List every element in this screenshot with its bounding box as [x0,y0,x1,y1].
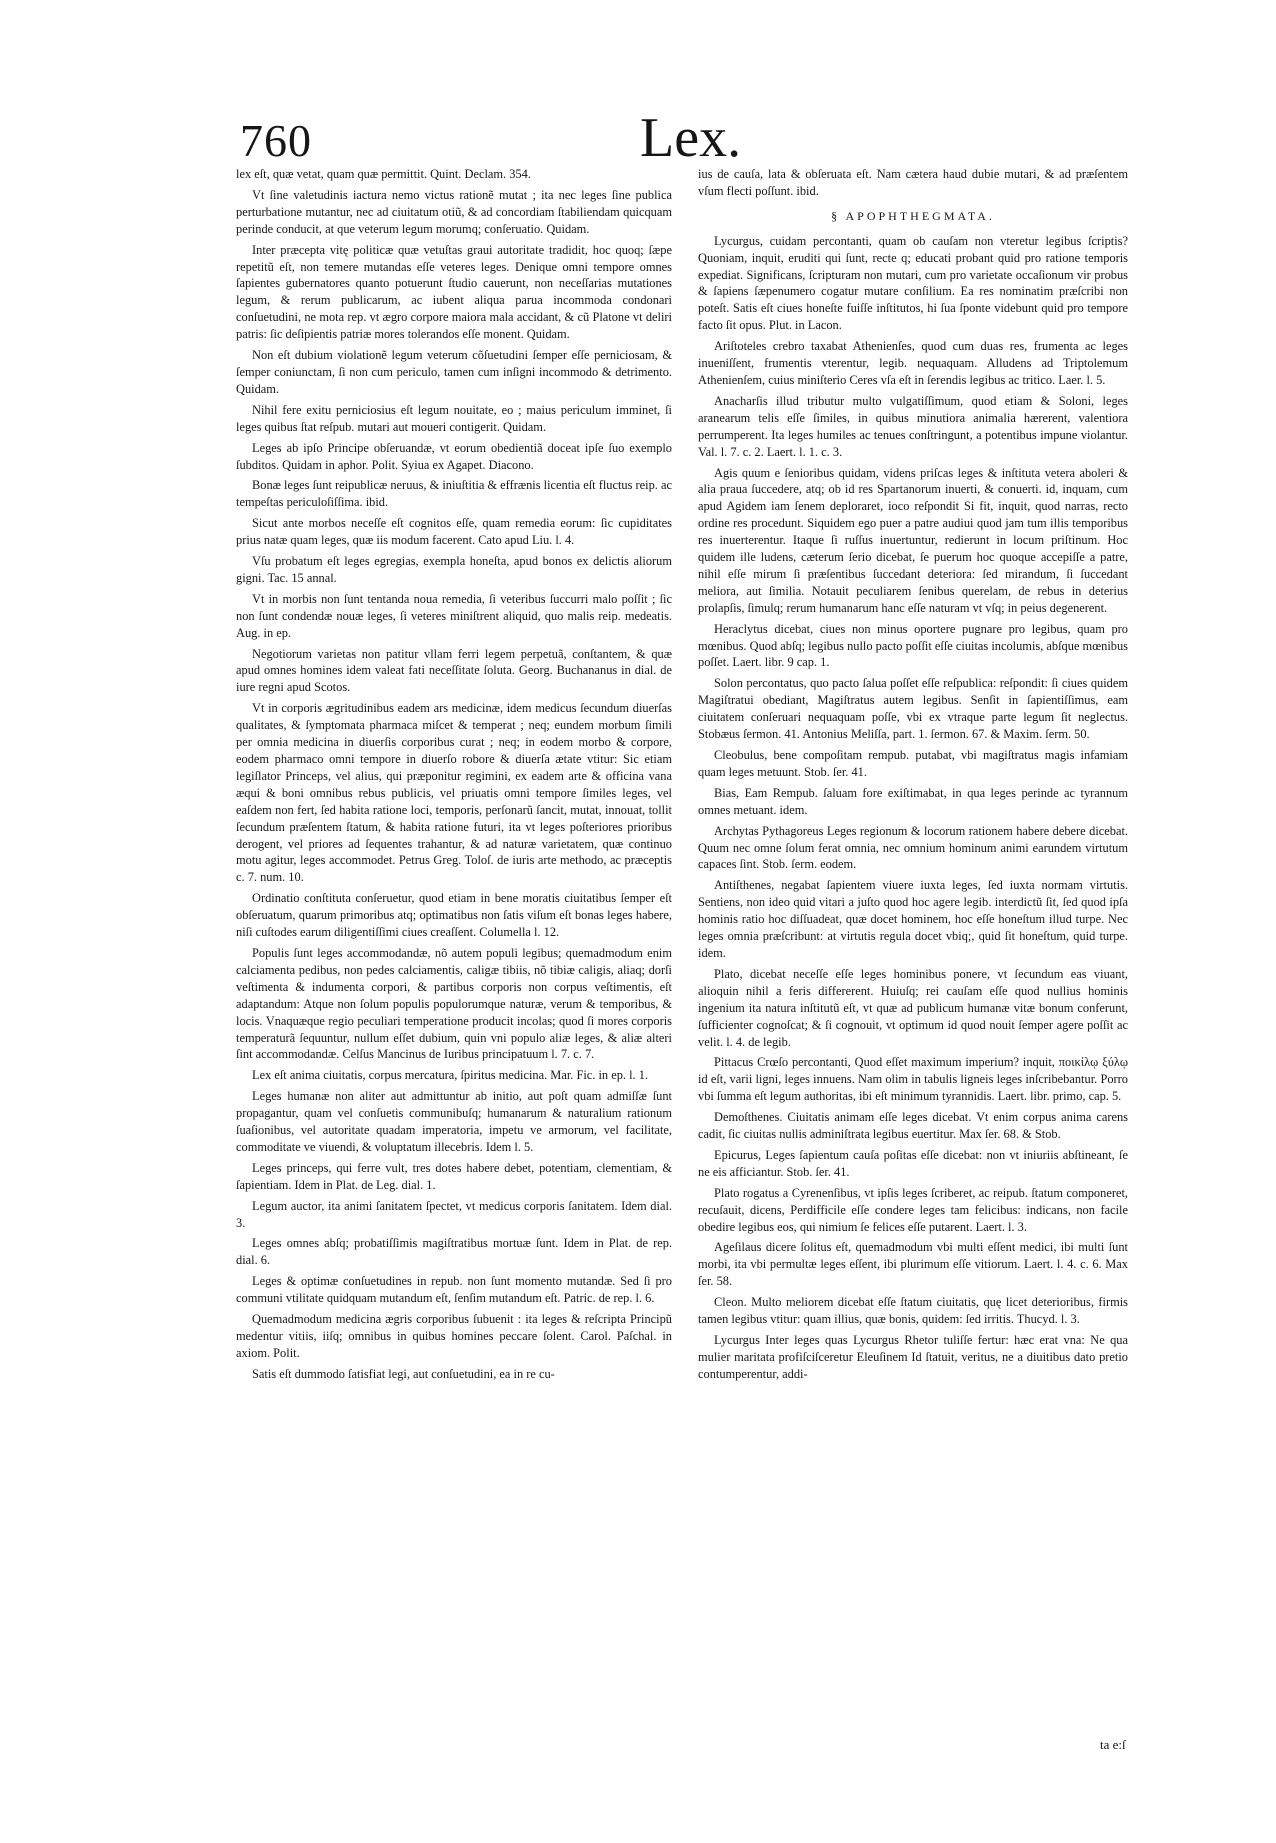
left-paragraph: Leges ab ipſo Principe obſeruandæ, vt eorum obedientiã doceat ipſe ſuo exemplo ſubditos. Quidam in aphor. Polit. Syiua ex Agapet. Diacono. [236,440,672,472]
section-heading: § APOPHTHEGMATA. [831,208,995,223]
left-paragraph: Vt in corporis ægritudinibus eadem ars medicinæ, idem medicus ſecundum diuerſas qualitates, & ſymptomata pharmaca miſcet & temperat ; neq; eundem morbum ſimili per omnia medicina in diuerſis corporibus curat ; neq; in eodem morbo & corpore, eodem pharmaco omni tempore in diuerſo robore & diuerſa ætate vtitur: Sic etiam legiſlator Princeps, vel alius, qui præponitur regimini, ex eadem arte & officina vana æqui & boni omnibus rebus publicis, vel priuatis omni tempore ſimiles leges, vel eaſdem non fert, ſed habita ratione loci, temporis, perſonarũ ſancit, mutat, innouat, tollit ſecundum præſentem ſtatum, & habita ratione futuri, ita vt leges poſteriores prioribus derogent, vel priores ad ſequentes trahantur, & ad naturæ varietatem, quæ continuo motu agitur, leges accommodet. Petrus Greg. Toloſ. de iuris arte methodo, ac præceptis c. 7. num. 10. [236,701,672,885]
left-paragraph: Nihil fere exitu perniciosius eſt legum nouitate, eo ; maius periculum imminet, ſi leges quibus ſtat reſpub. mutari aut moueri contigerit. Quidam. [236,402,672,434]
left-paragraph: Leges & optimæ conſuetudines in repub. non ſunt momento mutandæ. Sed ſi pro communi vtilitate quidquam mutandum eſt, ſenſim mutandum eſt. Patric. de rep. l. 6. [236,1274,672,1306]
running-headword: Lex. [640,107,742,169]
right-paragraph: Demoſthenes. Ciuitatis animam eſſe leges dicebat. Vt enim corpus anima carens cadit, ſic ciuitas nullis adminiſtrata legibus euertitur. Max ſer. 68. & Stob. [698,1110,1128,1142]
left-paragraph: Negotiorum varietas non patitur vllam ferri legem perpetuã, conſtantem, & quæ apud omnes homines idem valeat fati neceſſitate ſoluta. Georg. Buchananus in dial. de iure regni apud Scotos. [236,646,672,695]
left-paragraph: Quemadmodum medicina ægris corporibus ſubuenit : ita leges & reſcripta Principũ medentur vitiis, iiſq; omnibus in quibus homines peccare ſolent. Carol. Paſchal. in axiom. Polit. [236,1312,672,1360]
right-paragraph: Ariſtoteles crebro taxabat Athenienſes, quod cum duas res, frumenta ac leges inueniſſent, frumentis vterentur, legib. nequaquam. Alludens ad Triptolemum Athenienſem, cuius miniſterio Ceres vſa eſt in ſerendis legibus ac tritico. Laer. l. 5. [698,339,1128,387]
left-paragraph: Satis eſt dummodo ſatisfiat legi, aut conſuetudini, ea in re cu- [252,1366,555,1381]
right-paragraph: Lycurgus Inter leges quas Lycurgus Rhetor tuliſſe fertur: hæc erat vna: Ne qua mulier maritata profiſciſceretur Eleuſinem Id ſtatuit, veritus, ne a diuitibus dato pretio contumperentur, addi- [698,1333,1128,1381]
left-paragraph: Leges humanæ non aliter aut admittuntur ab initio, aut poſt quam admiſſæ ſunt propagantur, quam vel conſuetis communibuſq; humanarum & naturalium rationum ſuaſionibus, vel autoritate quadam imperatoria, impetu ve armorum, vel facilitate, commoditate ve viuendi, & voluptatum illecebris. Idem l. 5. [236,1089,672,1154]
left-paragraph: Leges princeps, qui ferre vult, tres dotes habere debet, potentiam, clementiam, & ſapientiam. Idem in Plat. de Leg. dial. 1. [236,1160,672,1192]
right-paragraph: Lycurgus, cuidam percontanti, quam ob cauſam non vteretur legibus ſcriptis? Quoniam, inquit, eruditi qui ſunt, recte q; educati probant quid pro ratione temporis expediat. Significans, ſcripturam non mutari, cum pro varietate occaſionum vir probus & ſapiens ſæpenumero cogatur mutare conſilium. Ea res nominatim præſcribi non poteſt. Satis eſt ciues honeſte fuiſſe inſtitutos, hi ſua ſponte videbunt quid pro tempore facto ſit opus. Plut. in Lacon. [698,233,1128,333]
right-paragraph: Antiſthenes, negabat ſapientem viuere iuxta leges, ſed iuxta normam virtutis. Sentiens, non ideo quid vitari a juſto quod hoc agere legib. interdictũ ſit, ſed quod ipſa hominis ratio hoc diſſuadeat, quæ docet hominem, hoc eſſe honeſtum illud turpe. Nec leges omnia præſcribunt: at virtutis regula docet vbiq;, quid ſit honeſtum, quid turpe. idem. [698,878,1128,960]
page-number: 760 [240,115,312,166]
left-paragraph: Non eſt dubium violationẽ legum veterum cõſuetudini ſemper eſſe perniciosam, & ſemper coniunctam, ſi non cum periculo, tamen cum inſigni incommodo & detrimento. Quidam. [236,348,672,396]
right-paragraph: Ageſilaus dicere ſolitus eſt, quemadmodum vbi multi eſſent medici, ibi multi ſunt morbi, ita vbi permultæ leges eſſent, ibi plurimum eſſe vitiorum. Laert. l. 4. c. 6. Max ſer. 58. [698,1240,1128,1289]
right-paragraph: Bias, Eam Rempub. ſaluam fore exiſtimabat, in qua leges perinde ac tyrannum omnes metuant. idem. [698,785,1128,817]
right-paragraph: Agis quum e ſenioribus quidam, videns priſcas leges & inſtituta vetera aboleri & alia praua ſuccedere, atq; ob id res Spartanorum inuerti, & conuerti. id, inquam, cum apud Agidem iam ſenem deploraret, ioco reſpondit Si fit, inquit, quod narras, recto ordine res procedunt. Siquidem ego puer a patre audiui quod jam tum illis temporibus res inuerterentur. Itaque ſi ruſſus inuertuntur, redierunt in locum priſtinum. Hoc quidem ille ludens, cæterum ſerio dicebat, ſe puerum hoc quoque accepiſſe a patre, nihil eſſe mirum ſi præſentibus ſuccedant deteriora: ſed mirandum, ſi ſuccedant meliora, aut ſimilia. Notauit peculiarem ſenibus querelam, de rebus in deterius prolapſis, ſimulq; rerum humanarum hanc eſſe naturam vt vſq; in peius degenerent. [698,465,1128,615]
left-paragraph: Lex eſt anima ciuitatis, corpus mercatura, ſpiritus medicina. Mar. Fic. in ep. l. 1. [252,1068,649,1083]
left-paragraph: Inter præcepta vitę politicæ quæ vetuſtas graui autoritate tradidit, hoc quoq; ſæpe repetitũ eſt, non temere mutandas eſſe veteres leges. Denique omni tempore omnes ſapientes gubernatores quanto potuerunt ſtudio cauerunt, non neceſſarias mutationes legum, & rerum publicarum, ac iubent aliqua parua incommoda condonari conſuetudini, ne mota rep. vt ægro corpore maiora mala accidant, & cũ Platone vt deliri patris: ſic deſipientis patriæ mores tolerandos eſſe monent. Quidam. [236,242,672,342]
right-paragraph: Heraclytus dicebat, ciues non minus oportere pugnare pro legibus, quam pro mœnibus. Quod abſq; legibus nullo pacto poſſit eſſe ciuitas incolumis, abſque mœnibus poſſet. Laert. libr. 9 cap. 1. [698,621,1128,670]
left-paragraph: Ordinatio conſtituta conſeruetur, quod etiam in bene moratis ciuitatibus ſemper eſt obſeruatum, quarum primoribus atq; optimatibus non ſatis viſum eſt bonas leges habere, niſi cuſtodes earum diligentiſſimi ciues creaſſent. Columella l. 12. [236,891,672,940]
right-paragraph: Cleon. Multo meliorem dicebat eſſe ſtatum ciuitatis, quę licet deterioribus, firmis tamen legibus vtitur: quam illius, quæ bonis, quidem: ſed irritis. Thucyd. l. 3. [698,1295,1128,1327]
left-paragraph: lex eſt, quæ vetat, quam quæ permittit. Quint. Declam. 354. [236,167,531,181]
left-paragraph: Bonæ leges ſunt reipublicæ neruus, & iniuſtitia & effrænis licentia eſt fluctus reip. ac tempeſtas periculoſiſſima. ibid. [236,478,672,510]
right-paragraph: Pittacus Crœſo percontanti, Quod eſſet maximum imperium? inquit, ποικίλῳ ξύλῳ id eſt, varii ligni, leges innuens. Nam olim in tabulis ligneis leges inſcribebantur. Porro vbi ſumma eſt legum authoritas, ibi eſt minimum tyrannidis. Laert. libr. primo, cap. 5. [698,1055,1128,1104]
left-paragraph: Vt ſine valetudinis iactura nemo victus rationẽ mutat ; ita nec leges ſine publica perturbatione mutantur, nec ad ciuitatum otiũ, & ad concordiam ſtabiliendam quicquam perinde conducit, at que veterum legum morumq; conſeruatio. Quidam. [236,187,672,236]
right-paragraph: Epicurus, Leges ſapientum cauſa poſitas eſſe dicebat: non vt iniuriis abſtineant, ſe ne eis afficiantur. Stob. ſer. 41. [698,1147,1128,1179]
right-paragraph: ius de cauſa, lata & obſeruata eſt. Nam cætera haud dubie mutari, & ad præſentem vſum flecti poſſunt. ibid. [698,167,1128,198]
right-paragraph: Plato rogatus a Cyrenenſibus, vt ipſis leges ſcriberet, ac reipub. ſtatum componeret, recuſauit, dicens, Perdifficile eſſe condere leges tam felicibus: indicans, non facile obedire legibus eos, qui nimium ſe felices eſſe putarent. Laert. l. 3. [698,1185,1128,1234]
right-paragraph: Cleobulus, bene compoſitam rempub. putabat, vbi magiſtratus magis infamiam quam leges metuunt. Stob. ſer. 41. [698,748,1128,779]
right-column [698,166,1128,1766]
left-paragraph: Populis ſunt leges accommodandæ, nõ autem populi legibus; quemadmodum enim calciamenta pedibus, non pedes calciamentis, caligæ tibiis, nõ tibiæ caligis, aliaq; dorſi veſtimenta & indumenta corpori, & partibus corporis non corpus veſtimentis, eſt adaptandum: Atque non ſolum populis populorumque naturæ, verum & temporibus, & locis. Vnaquæque regio peculiari temperatione producit incolas; quod ſi mores corporis temperaturã ſequuntur, nullum eſſet dubium, quin vni populo aliæ leges, & aliæ alteri ſint accommodandæ. Celſus Mancinus de Iuribus principatuum l. 7. c. 7. [236,945,672,1062]
right-paragraph: Anacharſis illud tributur multo vulgatiſſimum, quod etiam & Soloni, leges aranearum telis eſſe ſimiles, in quibus minutiora animalia hærerent, valentiora perrumperent. Ita leges humiles ac tenues conſtringunt, a potentibus impune violantur. Val. l. 7. c. 2. Laert. l. 1. c. 3. [698,393,1128,459]
right-paragraph: Plato, dicebat neceſſe eſſe leges hominibus ponere, vt ſecundum eas viuant, alioquin nihil a feris differerent. Huiuſq; rei cauſam eſſe quod nullius hominis ingenium ita natura inſtitutũ eſt, vt quæ ad publicum humanæ vitæ bonum conferunt, ſufficienter cognoſcat; & ſi cognouit, vt optimum id quod nouit ſemper agere poſſit ac velit. l. 4. de legib. [698,966,1128,1049]
left-column [236,166,672,1721]
left-paragraph: Vt in morbis non ſunt tentanda noua remedia, ſi veteribus ſuccurri malo poſſit ; ſic non ſunt condendæ nouæ leges, ſi veteres miniſtrent aliquid, quo malis reip. medeatis. Aug. in ep. [236,591,672,640]
catchword: ta e:ſ [1100,1737,1126,1752]
right-paragraph: Solon percontatus, quo pacto ſalua poſſet eſſe reſpublica: reſpondit: ſi ciues quidem Magiſtratui obediant, Magiſtratus autem legibus. Senſit in ſapientiſſimus, eam ciuitatem conſeruari nequaquam poſſe, vbi ex vtraque parte legum ſit neglectus. Stobæus ſermon. 41. Antonius Meliſſa, part. 1. ſermon. 67. & Maxim. ſerm. 50. [698,676,1128,742]
left-paragraph: Sicut ante morbos neceſſe eſt cognitos eſſe, quam remedia eorum: ſic cupiditates prius natæ quam leges, quæ iis modum facerent. Cato apud Liu. l. 4. [236,516,672,548]
left-paragraph: Vſu probatum eſt leges egregias, exempla honeſta, apud bonos ex delictis aliorum gigni. Tac. 15 annal. [236,554,672,585]
left-paragraph: Leges omnes abſq; probatiſſimis magiſtratibus mortuæ ſunt. Idem in Plat. de rep. dial. 6. [236,1236,672,1268]
left-paragraph: Legum auctor, ita animi ſanitatem ſpectet, vt medicus corporis ſanitatem. Idem dial. 3. [236,1198,672,1230]
right-paragraph: Archytas Pythagoreus Leges regionum & locorum rationem habere debere dicebat. Quum nec omne ſolum ferat omnia, nec omnium hominum animi earundem virtutum capaces ſint. Stob. ſerm. eodem. [698,823,1128,872]
